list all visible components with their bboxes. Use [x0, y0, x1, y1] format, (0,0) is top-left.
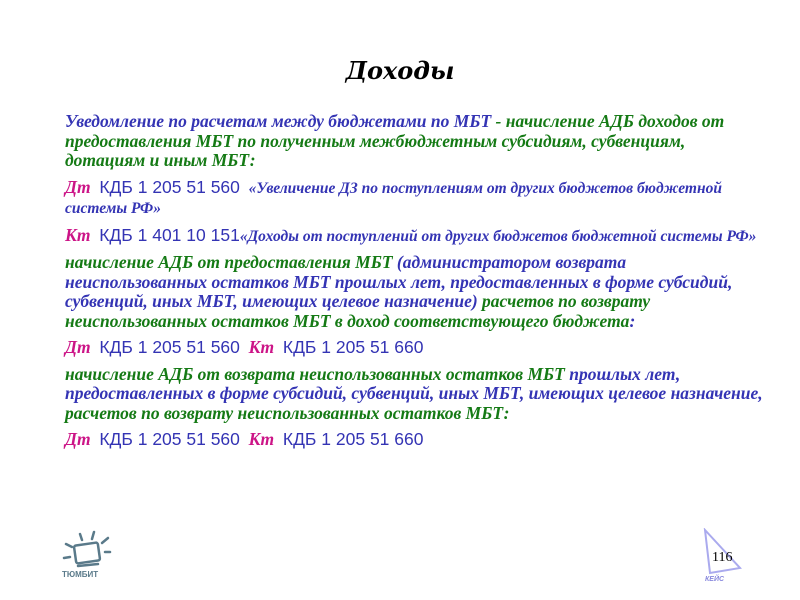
text-segment: расчетов по возврату неиспользованных остатков МБТ в доход соответствующего бюджета: [65, 291, 651, 331]
text-segment: начисление АДБ от предоставления МБТ: [65, 252, 397, 272]
entry-debit-1: [45, 178, 765, 219]
paragraph-notification: [45, 112, 765, 171]
slide-body: [45, 112, 765, 450]
credit-code: КДБ 1 205 51 660: [282, 337, 424, 357]
credit-label: Кт: [65, 224, 91, 245]
debit-code: КДБ 1 205 51 560: [99, 337, 240, 357]
debit-code: КДБ 1 205 51 560: [99, 429, 240, 449]
text-segment: расчетов по возврату неиспользованных остатков МБТ:: [65, 402, 510, 423]
brand-text: КЕЙС: [705, 576, 725, 583]
credit-label: Кт: [248, 429, 275, 449]
paragraph-accrual-return: [45, 365, 765, 424]
credit-code: КДБ 1 205 51 660: [282, 429, 424, 449]
text-segment: прошлых лет, предоставленных в форме субсидий, субвенций, иных МБТ, имеющих целевое назначение,: [65, 363, 763, 403]
text-segment: начисление АДБ от возврата неиспользованных остатков МБТ: [65, 363, 570, 384]
text-segment: (администратором возврата неиспользованных остатков МБТ прошлых лет, предоставленных в форме субсидий, субвенций, иных МБТ, имеющих целевое назначение): [65, 252, 733, 311]
text-segment: - начисление АДБ доходов от предоставления МБТ по полученным межбюджетным субсидиям, субвенциям, дотациям и иным МБТ:: [65, 111, 725, 170]
debit-description: «Увеличение ДЗ по поступлениям от других бюджетов бюджетной системы РФ»: [65, 179, 722, 217]
debit-label: Дт: [65, 429, 91, 449]
logo-text: ТЮМБИТ: [62, 570, 99, 579]
text-segment: :: [629, 310, 636, 331]
entry-pair-1: [45, 338, 765, 358]
entry-pair-2: [45, 430, 765, 450]
page-number: 116: [712, 550, 733, 565]
debit-code: КДБ 1 205 51 560: [99, 176, 240, 197]
paragraph-accrual-provision: [45, 253, 765, 331]
entry-credit-1: [45, 226, 765, 247]
credit-label: Кт: [248, 337, 275, 357]
text-segment: Уведомление по расчетам между бюджетами по МБТ: [65, 111, 492, 131]
slide-title: Доходы: [345, 56, 455, 85]
debit-label: Дт: [65, 337, 91, 357]
debit-label: Дт: [65, 176, 91, 197]
credit-code: КДБ 1 401 10 151: [99, 224, 240, 245]
credit-description: «Доходы от поступлений от других бюджетов бюджетной системы РФ»: [239, 227, 757, 245]
